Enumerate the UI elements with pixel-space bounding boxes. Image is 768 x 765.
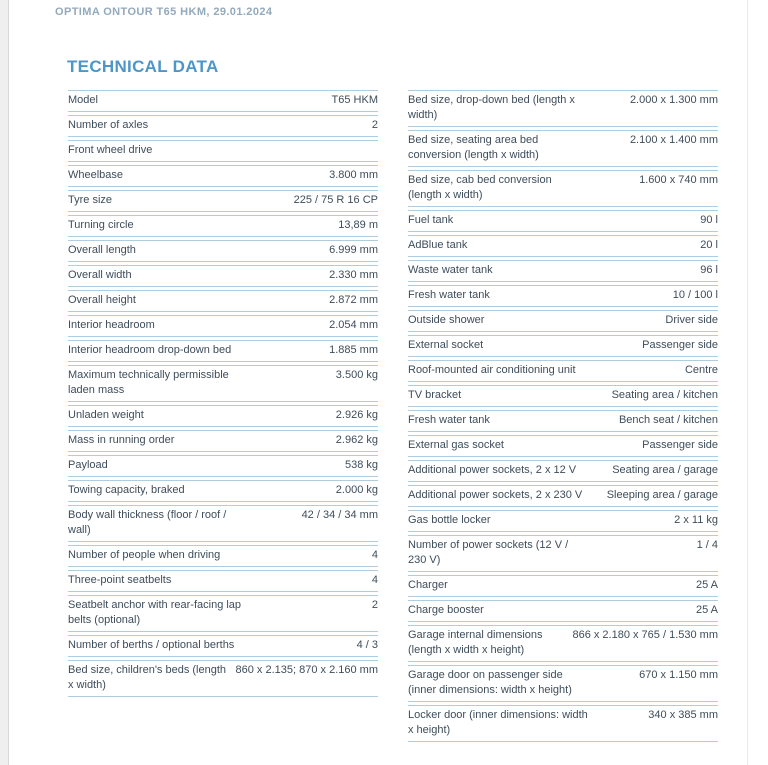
spec-label: Bed size, drop-down bed (length x width) (408, 94, 575, 121)
spec-label: Payload (68, 459, 108, 471)
spec-label: Interior headroom drop-down bed (68, 344, 232, 356)
spec-row (68, 365, 378, 402)
spec-value: 538 kg (344, 459, 378, 471)
spec-label: Charge booster (408, 604, 484, 616)
spec-label: Additional power sockets, 2 x 230 V (408, 489, 583, 501)
spec-row (408, 600, 718, 622)
spec-column-left (68, 90, 378, 745)
spec-row (68, 140, 378, 162)
spec-row (408, 535, 718, 572)
spec-value: 1.885 mm (329, 344, 378, 356)
spec-label: TV bracket (408, 389, 462, 401)
spec-row (408, 310, 718, 332)
spec-label: Number of people when driving (68, 549, 221, 561)
spec-label: Gas bottle locker (408, 514, 491, 526)
spec-label: Overall length (68, 244, 136, 256)
spec-row (408, 485, 718, 507)
spec-value: Seating area / kitchen (611, 389, 718, 401)
spec-value: Passenger side (642, 339, 718, 351)
spec-row (68, 190, 378, 212)
spec-value: 2.000 kg (335, 484, 378, 496)
spec-value: 2.926 kg (335, 409, 378, 421)
spec-value: 25 A (695, 579, 718, 591)
spec-row (68, 165, 378, 187)
spec-label: Fuel tank (408, 214, 454, 226)
spec-label: Body wall thickness (floor / roof / wall) (68, 509, 227, 536)
spec-row (408, 385, 718, 407)
spec-label: Roof-mounted air conditioning unit (408, 364, 576, 376)
spec-label: AdBlue tank (408, 239, 468, 251)
spec-label: Tyre size (68, 194, 113, 206)
spec-value: 2.100 x 1.400 mm (629, 134, 718, 146)
spec-value: 4 (371, 574, 378, 586)
spec-label: Outside shower (408, 314, 485, 326)
spec-row (408, 665, 718, 702)
spec-value: Passenger side (642, 439, 718, 451)
spec-value: Driver side (665, 314, 718, 326)
spec-label: Overall width (68, 269, 132, 281)
spec-row (408, 410, 718, 432)
spec-row (68, 545, 378, 567)
spec-value: 670 x 1.150 mm (639, 669, 718, 681)
page-right-edge (747, 0, 748, 765)
spec-value: Bench seat / kitchen (618, 414, 718, 426)
spec-label: Fresh water tank (408, 289, 490, 301)
spec-label: Bed size, children's beds (length x width) (68, 664, 227, 691)
spec-row (68, 240, 378, 262)
spec-value: 3.800 mm (329, 169, 378, 181)
spec-row (408, 360, 718, 382)
spec-label: Maximum technically permissible laden mass (68, 369, 229, 396)
spec-row (408, 705, 718, 742)
spec-row (408, 335, 718, 357)
spec-value: 10 / 100 l (672, 289, 718, 301)
spec-row (408, 510, 718, 532)
spec-label: Number of berths / optional berths (68, 639, 235, 651)
spec-row (68, 480, 378, 502)
spec-row (408, 210, 718, 232)
spec-row (68, 405, 378, 427)
spec-row (408, 170, 718, 207)
spec-row (68, 505, 378, 542)
spec-value: 340 x 385 mm (648, 709, 718, 721)
spec-row (68, 215, 378, 237)
spec-row (68, 660, 378, 697)
spec-row (68, 290, 378, 312)
spec-label: Bed size, cab bed conversion (length x width) (408, 174, 552, 201)
spec-label: Seatbelt anchor with rear-facing lap belts (optional) (68, 599, 242, 626)
spec-value: 3.500 kg (335, 369, 378, 381)
spec-label: Bed size, seating area bed conversion (length x width) (408, 134, 539, 161)
spec-row (68, 90, 378, 112)
spec-value: 2.000 x 1.300 mm (629, 94, 718, 106)
spec-row (68, 315, 378, 337)
spec-label: Wheelbase (68, 169, 124, 181)
spec-value: 2.054 mm (329, 319, 378, 331)
spec-value: 866 x 2.180 x 765 / 1.530 mm (572, 629, 718, 641)
page-title: TECHNICAL DATA (67, 57, 219, 76)
spec-label: Number of axles (68, 119, 149, 131)
spec-label: External socket (408, 339, 484, 351)
spec-label: Mass in running order (68, 434, 175, 446)
spec-label: Three-point seatbelts (68, 574, 172, 586)
spec-value: 4 / 3 (356, 639, 378, 651)
spec-label: Fresh water tank (408, 414, 490, 426)
spec-label: Charger (408, 579, 448, 591)
spec-row (68, 455, 378, 477)
document-header: OPTIMA ONTOUR T65 HKM, 29.01.2024 (55, 6, 273, 18)
spec-row (408, 260, 718, 282)
spec-row (68, 115, 378, 137)
spec-value: 25 A (695, 604, 718, 616)
spec-label: Overall height (68, 294, 136, 306)
spec-value: 2.962 kg (335, 434, 378, 446)
spec-row (68, 340, 378, 362)
spec-value: 1.600 x 740 mm (639, 174, 718, 186)
spec-label: Garage door on passenger side (inner dimensions: width x height) (408, 669, 572, 696)
spec-label: Front wheel drive (68, 144, 153, 156)
spec-row (68, 265, 378, 287)
spec-value: 20 l (700, 239, 718, 251)
spec-row (68, 635, 378, 657)
spec-value: Seating area / garage (612, 464, 718, 476)
spec-label: Model (68, 94, 98, 106)
technical-data-table (68, 90, 718, 745)
spec-row (408, 235, 718, 257)
spec-label: External gas socket (408, 439, 504, 451)
spec-row (408, 435, 718, 457)
spec-value: 2.872 mm (329, 294, 378, 306)
spec-value: 2.330 mm (329, 269, 378, 281)
spec-label: Garage internal dimensions (length x width x height) (408, 629, 543, 656)
spec-column-right (408, 90, 718, 745)
spec-value: 860 x 2.135; 870 x 2.160 mm (235, 664, 378, 676)
spec-row (68, 430, 378, 452)
spec-value: 4 (371, 549, 378, 561)
spec-row (408, 285, 718, 307)
spec-row (68, 595, 378, 632)
spec-row (408, 90, 718, 127)
spec-value: Sleeping area / garage (606, 489, 718, 501)
spec-value: 13,89 m (338, 219, 378, 231)
spec-label: Turning circle (68, 219, 134, 231)
spec-row (68, 570, 378, 592)
spec-row (408, 460, 718, 482)
spec-value: 90 l (700, 214, 718, 226)
spec-label: Waste water tank (408, 264, 493, 276)
page-left-edge (0, 0, 9, 765)
spec-value: Centre (684, 364, 718, 376)
spec-label: Number of power sockets (12 V / 230 V) (408, 539, 569, 566)
spec-value: 2 (371, 599, 378, 611)
spec-value: 2 x 11 kg (674, 514, 718, 526)
spec-value: 96 l (700, 264, 718, 276)
spec-value: T65 HKM (331, 94, 378, 106)
spec-value: 225 / 75 R 16 CP (293, 194, 378, 206)
spec-value: 6.999 mm (329, 244, 378, 256)
spec-label: Unladen weight (68, 409, 144, 421)
spec-row (408, 625, 718, 662)
spec-value: 42 / 34 / 34 mm (301, 509, 378, 521)
spec-label: Towing capacity, braked (68, 484, 185, 496)
spec-row (408, 130, 718, 167)
spec-label: Locker door (inner dimensions: width x height) (408, 709, 588, 736)
spec-value: 1 / 4 (696, 539, 718, 551)
spec-row (408, 575, 718, 597)
spec-value: 2 (371, 119, 378, 131)
spec-label: Additional power sockets, 2 x 12 V (408, 464, 577, 476)
spec-label: Interior headroom (68, 319, 155, 331)
